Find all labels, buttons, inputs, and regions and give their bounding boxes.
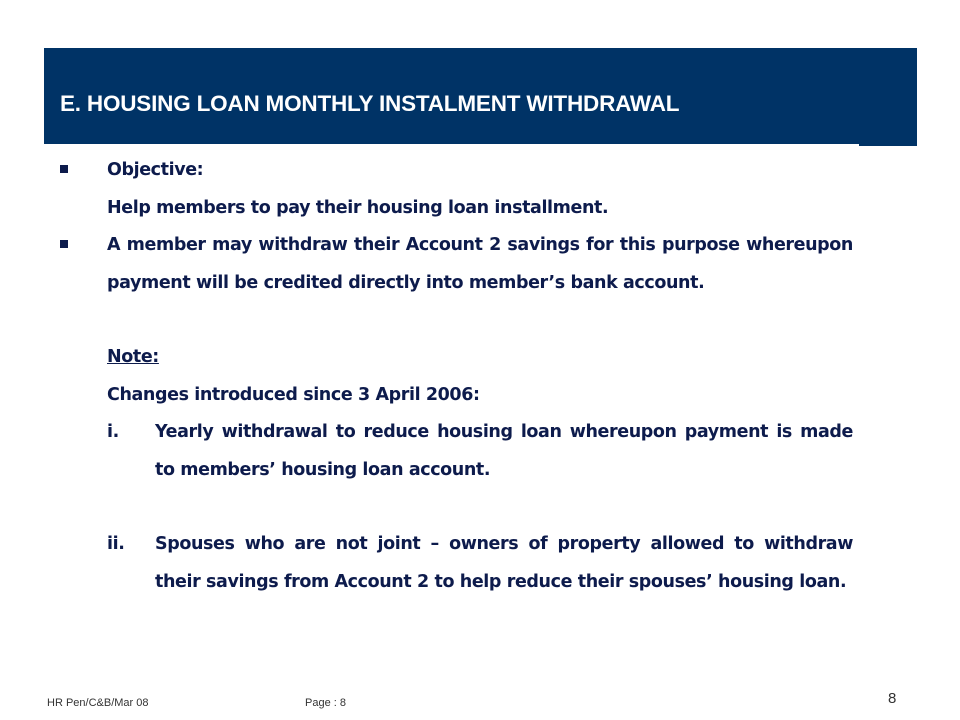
square-bullet-icon — [60, 240, 68, 248]
slide-content — [60, 152, 853, 601]
note-item-text: Spouses who are not joint – owners of property allowed to withdraw their savings from Account 2 to help reduce their spouses’ housing loan. — [155, 534, 853, 592]
footer-page-label: Page : 8 — [305, 697, 346, 709]
objective-text: Help members to pay their housing loan installment. — [107, 197, 609, 218]
note-intro: Changes introduced since 3 April 2006: — [107, 384, 480, 405]
note-block — [60, 339, 853, 414]
square-bullet-icon — [60, 165, 68, 173]
note-item-text: Yearly withdrawal to reduce housing loan whereupon payment is made to members’ housing loan account. — [155, 422, 853, 480]
spacer — [60, 302, 853, 339]
roman-marker: ii. — [107, 534, 125, 554]
note-heading: Note: — [107, 347, 159, 367]
note-item-ii — [60, 526, 853, 601]
slide-title: E. HOUSING LOAN MONTHLY INSTALMENT WITHDRAWAL — [60, 91, 680, 116]
bullet-objective — [60, 152, 853, 227]
spacer — [60, 489, 853, 526]
account2-text: A member may withdraw their Account 2 savings for this purpose whereupon payment will be credited directly into member’s bank account. — [107, 235, 853, 293]
banner-accent — [859, 144, 917, 146]
bullet-account2 — [60, 227, 853, 302]
roman-marker: i. — [107, 422, 119, 442]
footer-reference: HR Pen/C&B/Mar 08 — [47, 697, 149, 709]
objective-heading: Objective: — [107, 160, 204, 180]
note-item-i — [60, 414, 853, 489]
page-number: 8 — [888, 690, 897, 707]
